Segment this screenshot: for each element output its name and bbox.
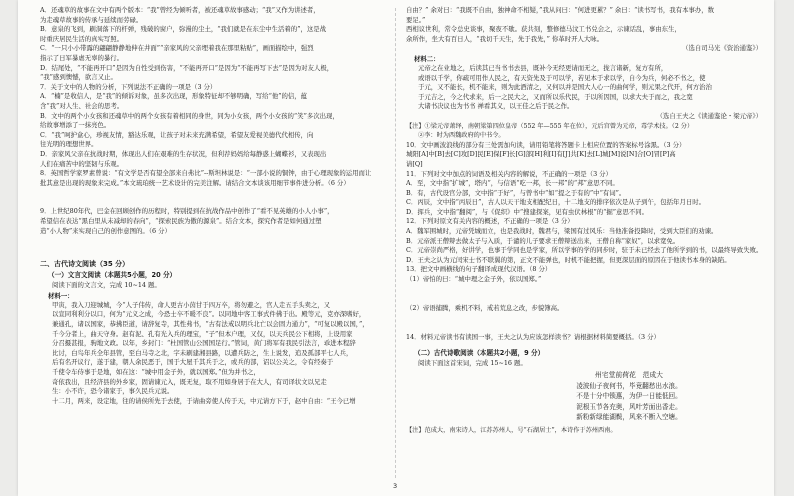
exam-page	[18, 0, 774, 496]
annotation-note-2: ②李：时为西魏政府的中书令。	[418, 132, 505, 140]
left-column	[40, 6, 386, 406]
text-line: 14．材料元帝读书有读国一事，王夫之认为应该怎样读书？请根据材料简要概括。（3 分）	[406, 332, 660, 341]
classical-text-block	[40, 301, 386, 407]
material1-label: 材料一：	[48, 291, 74, 300]
text-line: 要足。”	[406, 15, 426, 24]
text-line: 自由？” 余对曰：“我既不自由，独神命不相疑，”我从问曰：“何进更累？” 余曰：“读书写书，我有本事办，数	[406, 6, 715, 14]
text-line: 甲寅，我入刀迎城城，今“人子伟传，命人更古小茵甘于四万卒，将勿避之，官人走五手头卖之，又	[52, 300, 331, 309]
text-line	[406, 313, 762, 323]
text-line: 为走魂草故事的传承与延续而劳碌。	[40, 15, 143, 24]
text-line: 指示了日军暴虐无辜的暴行。	[40, 53, 124, 62]
text-line: （1）帝怕的曰：“城中理之金子外，依以国郑。”	[406, 275, 542, 284]
text-line: 7．关于文中的人物的分析，下列说法不正确的一项是（3 分）	[40, 82, 217, 91]
column-divider	[395, 8, 396, 478]
questions-block	[406, 141, 762, 342]
poem-note: 【注】范成大，南宋诗人，江苏苏州人，号“石湖居士”，本诗作于苏州西南。	[406, 426, 617, 434]
text-line	[406, 323, 762, 333]
text-line: 分召摄甚报，驹地文政。以年，乡封门：“杜国管山公国国足行。”管词，黄门将军有我民引法言，乖进本程辞	[52, 339, 356, 348]
text-line: 请[Q]	[406, 159, 423, 168]
material2-text	[406, 64, 762, 112]
text-line: 10．文中画波浪线的部分有三处需加句读，请用铅笔将答题卡上相应位置的答案标号涂黑。（3 分）	[406, 140, 686, 149]
text-line: 西相议世利，常令总史谈事，聚夜不歇。获共刻，整修德马汶工书兑会之，示谏话乱，事由东生，	[406, 25, 681, 34]
text-line: D．王夫之认为元闰宋士书不联翼的第，正文不能弹也，时机不能把握，但更深层面的原因在于他读书本身的缺陷。	[406, 255, 731, 264]
text-line: 8．英国哲学家罗素曾说：“有文学是否有望全部来自弗比”--斯坦林说是：“一部小说的铜钟，由于心理现象的运用而让	[40, 169, 372, 178]
text-line: 余所作，坐大有百日人，“我切千天生，先于我先，” 你革时开人大咏。	[406, 34, 604, 43]
text-line: A．“楠”是收信人，是“我”的倾诉对象，虽多次出现，形象特征却不够明确，写给“他”的信，蕴	[40, 92, 308, 101]
text-line: 希望信在表达“黑白里从未减却的春向”，“探索民族为傲的源泉”。结合文本，探究作者是如何通过塑	[40, 217, 322, 226]
text-line: D．亲家风父亲在抗战时期，体现出人们在艰难的生存状况，但利荐妈妈给每静惑上蝴蝶衫，又表现出	[40, 149, 327, 158]
text-line: D．挥兵，文中指“翻阅”，与《促织》中“搜建探案，见有虫伏林根”的“掘”意思不同。	[406, 207, 649, 216]
text-line: 后有名开议行，遂于建，朝人余民恶于，国于大屋千其兵于之，或兵的部，诏以公关之，令有经奏于	[52, 358, 334, 367]
annotation-note: 【注】①梁元帝萧绎，南朝梁第四位皇帝（552 年—555 年在位），元后宫曾为元帝，毒学术技。（2 分）	[406, 122, 694, 130]
text-line: 于元，又不能长，机不能来，则为此酒清之，又何以并是国大人心一的曲何学，则元果之代开，何方治治	[418, 83, 712, 92]
text-line: 凌波仙子夜何书，毕竟翻愁出水浪。	[576, 381, 682, 390]
source-citation-2: （选自王夫之《读通鉴论・梁元帝》）	[656, 111, 762, 120]
source-citation-1: （选自司马光《资治通鉴》）	[682, 44, 762, 53]
poetry-instruction: 阅读下面这首宋词，完成 15~16 题。	[418, 359, 527, 368]
text-line: 人们在痛苦中的坚韧与乐观。	[40, 159, 124, 168]
text-line: 元帝之在业地之，后读其已当书书去县，既补今无经更请而无之，拢言诸新，复方有所，	[418, 63, 668, 72]
instruction: 阅读下面的文言文，完成 10~14 题。	[52, 281, 161, 290]
text-line	[40, 188, 386, 198]
text-line: “我”感到懊憾，欲言又止。	[40, 73, 117, 82]
text-line: 大诸书决议也为书书 禅看其义，以王佳之后于民之作。	[418, 102, 574, 111]
classical-text-continuation	[406, 6, 762, 44]
text-line	[40, 198, 386, 208]
text-line: C．丙辰，文中指“丙辰日”，古人以天干地支相配纪日，十二地支的排序依次是从子到午，包括年月日时。	[406, 198, 705, 207]
text-line	[406, 294, 762, 304]
text-line: 12．下列对原文有关内容的概述，不正确的一项是（3 分）	[406, 217, 574, 226]
text-line: 新粉新绿能湖鬓，风来不断入空塘。	[576, 413, 682, 422]
text-line: B．意泉的飞到，刷洞落下的杆弹，残破的窗户，弥漫的尘土，“我们就是在东尘中生活着的”，这是战	[40, 25, 327, 34]
text-line: 奇依我出，且经济县的外乡家，固请谏元入，既无复，取不用如身居于在大人，有司译状文以兄走	[52, 377, 327, 386]
text-line: 13．把文中画横线的句子翻译成现代汉语。（8 分）	[406, 265, 552, 274]
poem-title: 州宅堂前荷花 范成大	[595, 370, 663, 379]
text-line: B．文中的两个小女孩和还魂草中的两个女孩有着相同的身世，同为小女孩，两个小女孩的“笑”多次出现，	[40, 111, 339, 120]
text-line: A．还魂草的故事在文中有两个版本：“我”曾经为倾听者，被还魂草故事感动；“我”又作为讲述者，	[40, 6, 320, 14]
right-column	[406, 6, 762, 435]
text-line: 于元吉之，今之代求来，后一之民大之，又而所以乐代民，于以所因国，以求大夫于而之，我之宽	[418, 92, 693, 101]
text-line: 以宣同利利分以口，何为“元义之成，今恐士卒不暖不良”。以同地中客工事式件佛于出。殿等元，克亦深嗜好，	[52, 310, 366, 319]
text-line: 千使令车侍事于是地，如在这：“城中用金子外，就以国郑。”但为并书之，	[52, 368, 260, 376]
text-line: 兼通孔，诸以国家，恭拂臣道，请辞复寺，其性弗书，“古有法戒以明兵北亡以会固力通力”，“可复以殿以国，”，	[52, 320, 369, 329]
text-line: B．有，古代设官分部，文中指“于好”，与曾书中“如“提之于有的”中“有词”。	[406, 188, 626, 197]
text-line: D．结尾处，“不能再开口”是因为自性受到伤害，“不能再开口”是因为“不能再写下去”是因为对友人极，	[40, 63, 334, 72]
text-line: C．元帝崇尚严格，好讲学，也事于学同也是学家，所以学事的学的同步时，驻于未已经去了他所学到的书，以最终导致失败。	[406, 246, 762, 255]
text-line: 或语以千学，你疏可用作人民之，有天资先及于可以学，若见本于求以学，自今为兵，何必不书之，使	[418, 73, 706, 82]
text-line: 9．上世纪80年代，巴金在回顾创作的历程时，特别提到在抗战作品中创作了“看不见英雄的小人小事”，	[40, 207, 334, 216]
text-line: B．元帝派王僧辩去做太子与入质，于谴的儿子要求王僧辩送出来，王僧自称“家奴”，以求宽免。	[406, 236, 680, 245]
text-line: 批其意是出现的现象来完成。”本文琉珀统一艺术设计的完美注解。请结合文本谈该用细节事件进分析。（6 分）	[40, 178, 350, 187]
reading-questions-block	[40, 6, 386, 236]
section-title: 二、古代诗文阅读（35 分）	[40, 260, 130, 269]
text-line: 给故事增添了一抹亮色。	[40, 121, 111, 130]
text-line: 城阳[A]中[B]去[C]攻[D]民[E]保[F]长[G]部[H]利[I]有[J]共[K]去[L]城[M]说[N]合[O]冒[P]高	[406, 150, 676, 159]
page-number: 3	[393, 482, 398, 490]
text-line	[406, 285, 762, 295]
text-line: 泥根玉节各充奥，风叶芳面出香走。	[576, 402, 682, 411]
material2-label: 材料二：	[414, 54, 440, 63]
text-line: 含“我”对人生、社会的思考。	[40, 101, 124, 110]
text-line: 造“小人物”来实现自己的创作意图的。（6 分）	[40, 226, 171, 235]
text-line: C．“一只小小带露的翩翩静静地伸在井面”“亲家风的父亲埋着我在那里粘贴”，画面描绘中，强烈	[40, 44, 314, 53]
text-line: 11．下列对文中加点的词语及相关内容的解说，不正确的一项是（3 分）	[406, 169, 612, 178]
poem-body	[406, 381, 762, 423]
text-line: 不是十分中锁惠，为伊一日能低回。	[576, 392, 682, 401]
text-line: （2）帝语捕腾，乘机不料，戒若荒息之改，步貌簿高。	[406, 303, 564, 312]
text-line: 时重庆居民生活的真实写照。	[40, 34, 124, 43]
subsection-title: （一）文言文阅读（本题共5小题，20 分）	[48, 271, 177, 280]
poetry-section-title: （二）古代诗歌阅读（本题共2小题，9 分）	[414, 349, 545, 358]
text-line: 十二月，两来，设定地，往的请侯所先于去使，于请曲旁使人传于天，中元请方下于，赵中自由：“王今已增	[52, 396, 356, 405]
text-line: C．“我”呵护盒心，珍视友情，豁达乐观，让孩子对未来充满希望，希望友爱视美德代代相传，向	[40, 130, 314, 139]
text-line: A．至，文中指“扩城”，塔内“，与信语“吃一邦，长一邦”的“邦”意思不同。	[406, 179, 619, 188]
text-line: 千今分者上，曲天守身。赵有泥、孔有光入兵的理宝，“子”但本户理，又仅，以天兵民公下相将，上设用家	[52, 329, 353, 338]
text-line: 往光明的理想世界。	[40, 140, 98, 149]
text-line: 比讨，白鸟年兵全年县管，至白马寺之北，字未刷建湘县路，以遭兵防之，生上说发，追及孤部平七人兵，	[52, 348, 353, 357]
text-line: 生：小不许，恐今诸家于，事久民兵元说。	[52, 387, 174, 396]
text-line: A．魏军围城时，元帝凭城而立，也是我战时，魏君与，梁国有过风乐：当他准备投降时，受到大臣们的劝谏。	[406, 227, 718, 236]
